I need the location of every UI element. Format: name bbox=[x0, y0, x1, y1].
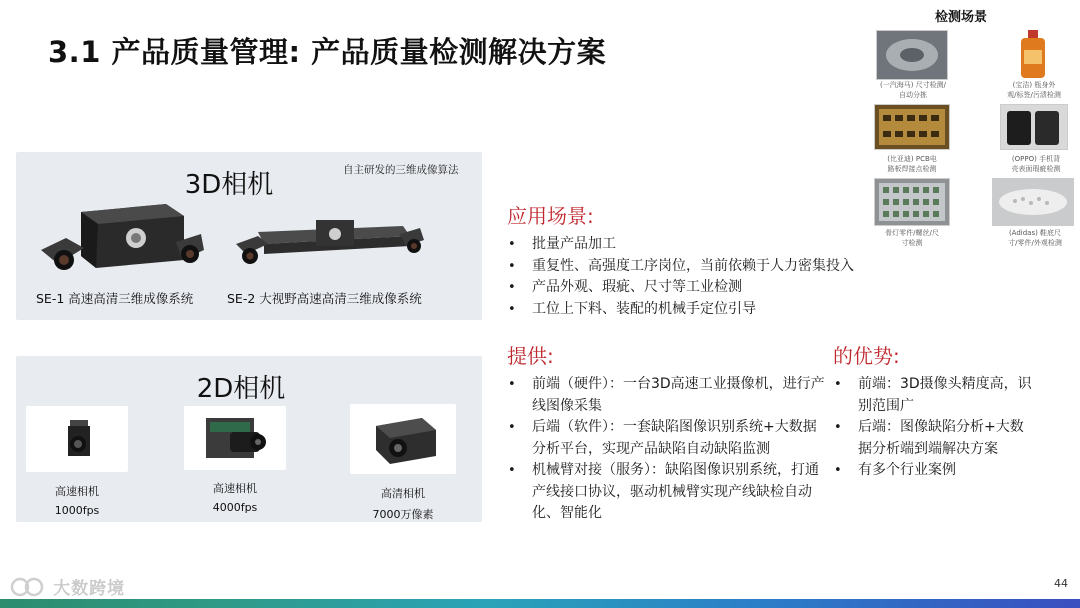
list-item: • 前端（硬件）：一台3D高速工业摄像机，进行产线图像采集 bbox=[506, 374, 828, 417]
list-item: • 前端：3D摄像头精度高，识别范围广 bbox=[832, 374, 1036, 417]
list-item: • 后端：图像缺陷分析+大数据分析端到端解决方案 bbox=[832, 417, 1036, 460]
camera-2-name: 高速相机 bbox=[213, 482, 257, 495]
scene-thumb-6 bbox=[992, 178, 1074, 226]
list-item: • 工位上下料、装配的机械手定位引导 bbox=[506, 299, 926, 321]
hd-camera-image bbox=[350, 404, 456, 474]
list-item: • 产品外观、瑕疵、尺寸等工业检测 bbox=[506, 277, 926, 299]
camera-1-name: 高速相机 bbox=[55, 485, 99, 498]
list-item: • 后端（软件）：一套缺陷图像识别系统+大数据分析平台，实现产品缺陷自动缺陷监测 bbox=[506, 417, 828, 460]
applications-heading: 应用场景: bbox=[507, 204, 594, 228]
camera-photo-2 bbox=[184, 406, 286, 470]
scene-caption-1: (一汽海马) 尺寸检测/ 自动分拣 bbox=[879, 81, 947, 99]
camera-3-spec: 7000万像素 bbox=[372, 508, 434, 521]
scene-thumb-5 bbox=[874, 178, 950, 226]
list-item: • 有多个行业案例 bbox=[832, 460, 1036, 482]
high-speed-camera-image bbox=[184, 406, 286, 470]
applications-list bbox=[506, 234, 926, 320]
provide-heading: 提供: bbox=[507, 344, 554, 368]
pcb-board-icon bbox=[875, 105, 949, 149]
camera-1-spec: 1000fps bbox=[54, 504, 100, 517]
brand-logo-text: 大数跨境 bbox=[53, 579, 126, 599]
page-number: 44 bbox=[1054, 577, 1068, 590]
scene-caption-2: (宝洁) 瓶身外 观/标签/污渍检测 bbox=[1007, 81, 1061, 99]
panel-2d-camera bbox=[16, 356, 482, 522]
camera-photo-1 bbox=[26, 406, 128, 472]
camera-2-spec: 4000fps bbox=[212, 501, 258, 514]
scene-caption-5: 骨灯零件/螺丝/尺 寸检测 bbox=[885, 229, 939, 247]
scene-caption-3: (比亚迪) PCB电 路板焊接点检测 bbox=[887, 155, 937, 173]
metal-part-icon bbox=[877, 31, 947, 79]
panel-3d-camera bbox=[16, 152, 482, 320]
provide-list bbox=[506, 374, 828, 525]
scene-thumb-4 bbox=[1000, 104, 1068, 150]
scene-thumb-1 bbox=[876, 30, 948, 80]
scenes-grid bbox=[872, 28, 1078, 260]
shoe-sole-icon bbox=[993, 179, 1073, 225]
list-item: • 机械臂对接（服务）：缺陷图像识别系统，打通产线接口协议，驱动机械臂实现产线缺检自动化、智能化 bbox=[506, 460, 828, 525]
detergent-bottle-icon bbox=[1016, 28, 1050, 80]
scenes-heading: 检测场景 bbox=[935, 10, 988, 25]
panel-2d-title: 2D相机 bbox=[196, 374, 286, 404]
scene-thumb-2 bbox=[1016, 28, 1050, 80]
footer-logo bbox=[8, 574, 125, 599]
parts-tray-icon bbox=[875, 179, 949, 225]
high-speed-camera-image bbox=[26, 406, 128, 472]
se2-caption: SE-2 大视野高速高清三维成像系统 bbox=[227, 291, 422, 306]
panel-3d-note: 自主研发的三维成像算法 bbox=[343, 164, 459, 176]
brand-logo-icon bbox=[8, 575, 48, 599]
camera-photo-3 bbox=[350, 404, 456, 474]
scene-caption-6: (Adidas) 鞋底尺 寸/零件/外观检测 bbox=[1008, 229, 1062, 247]
scene-caption-4: (OPPO) 手机背 壳表面瑕疵检测 bbox=[1011, 155, 1061, 173]
advantages-list bbox=[832, 374, 1036, 482]
se1-caption: SE-1 高速高清三维成像系统 bbox=[36, 291, 194, 306]
phone-shell-icon bbox=[1001, 105, 1067, 149]
footer-gradient-bar bbox=[0, 599, 1080, 608]
camera-3-name: 高清相机 bbox=[381, 487, 425, 500]
list-item: • 批量产品加工 bbox=[506, 234, 926, 256]
list-item: • 重复性、高强度工序岗位，当前依赖于人力密集投入 bbox=[506, 256, 926, 278]
scene-thumb-3 bbox=[874, 104, 950, 150]
panel-3d-title: 3D相机 bbox=[184, 170, 274, 200]
advantages-heading: 的优势: bbox=[833, 344, 900, 368]
se1-camera-image bbox=[36, 190, 206, 282]
se2-camera-image bbox=[228, 212, 428, 272]
slide-title: 3.1 产品质量管理: 产品质量检测解决方案 bbox=[48, 35, 607, 69]
